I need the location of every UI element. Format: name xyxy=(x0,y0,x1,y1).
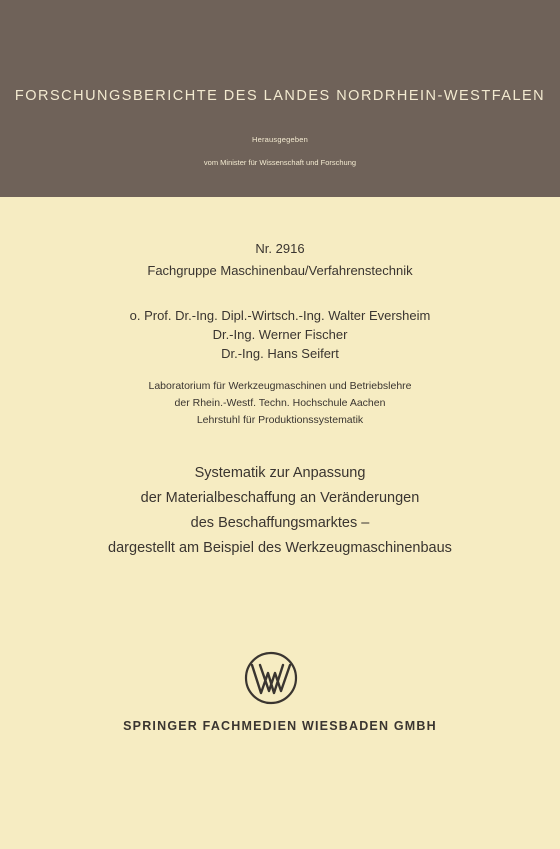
subject-group: Fachgruppe Maschinenbau/Verfahrenstechnik xyxy=(147,263,413,278)
series-title: FORSCHUNGSBERICHTE DES LANDES NORDRHEIN-WESTFALEN xyxy=(14,88,546,104)
title-line-1: Systematik zur Anpassung xyxy=(194,465,366,481)
springer-vs-logo-icon xyxy=(244,651,298,705)
institution-line-3: Lehrstuhl für Produktionssystematik xyxy=(196,414,364,426)
editor-label: Herausgegeben xyxy=(252,135,308,144)
report-number: Nr. 2916 xyxy=(255,241,305,256)
editor-name: vom Minister für Wissenschaft und Forschung xyxy=(203,158,357,167)
author-3: Dr.-Ing. Hans Seifert xyxy=(221,346,339,361)
title-line-2: der Materialbeschaffung an Veränderungen xyxy=(140,490,420,506)
publisher-name: SPRINGER FACHMEDIEN WIESBADEN GMBH xyxy=(123,719,437,733)
author-2: Dr.-Ing. Werner Fischer xyxy=(212,327,348,342)
institution-line-1: Laboratorium für Werkzeugmaschinen und Betriebslehre xyxy=(148,380,412,392)
cover-header-band xyxy=(0,0,560,197)
institution-line-2: der Rhein.-Westf. Techn. Hochschule Aachen xyxy=(174,397,386,409)
title-line-3: des Beschaffungsmarktes – xyxy=(190,515,370,531)
author-1: o. Prof. Dr.-Ing. Dipl.-Wirtsch.-Ing. Walter Eversheim xyxy=(129,308,431,323)
title-line-4: dargestellt am Beispiel des Werkzeugmaschinenbaus xyxy=(108,540,452,556)
